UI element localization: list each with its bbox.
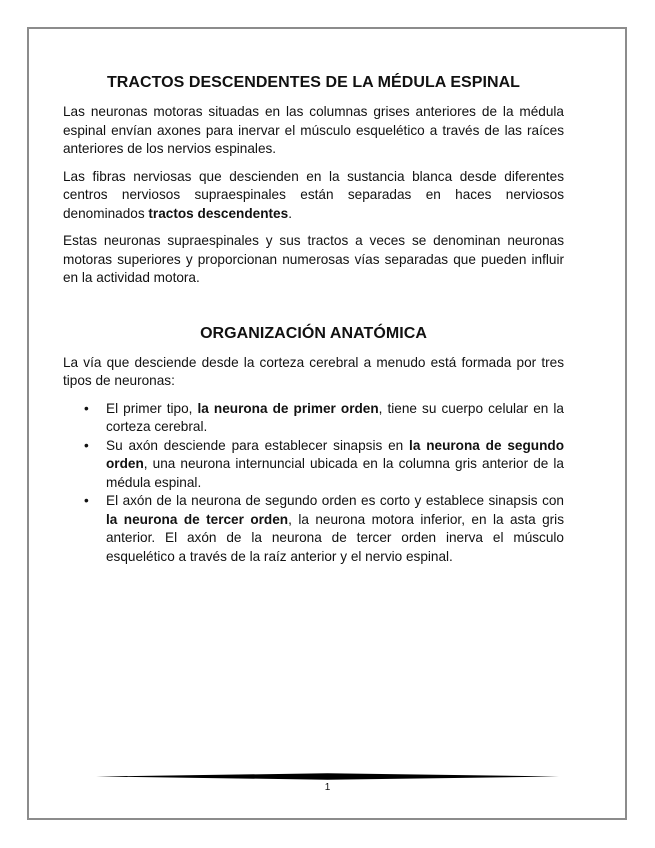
page-number: 1 <box>324 782 331 793</box>
list-item <box>84 400 564 437</box>
paragraph-intro-via: La vía que desciende desde la corteza cerebral a menudo está formada por tres tipos de neuronas: <box>63 354 564 388</box>
list-item-bold: la neurona de segundo orden <box>106 437 564 471</box>
bullet-icon: • <box>84 400 89 416</box>
list-item-bold: la neurona de primer orden <box>197 400 379 416</box>
paragraph-fibras-text: Las fibras nerviosas que descienden en la sustancia blanca desde diferentes centros nerviosos supraespinales están separadas en haces nerviosos denominados <box>63 168 564 221</box>
list-item <box>84 437 564 493</box>
list-item <box>84 492 564 566</box>
bold-tractos-descendentes: tractos descendentes <box>148 205 289 221</box>
paragraph-fibras-nerviosas <box>63 168 564 224</box>
list-item-bold: la neurona de tercer orden <box>106 511 289 527</box>
document-body <box>63 72 564 566</box>
paragraph-neuronas-supraespinales: Estas neuronas supraespinales y sus tractos a veces se denominan neuronas motoras superiores y proporcionan numerosas vías separadas que pueden influir en la actividad motora. <box>63 233 564 285</box>
neuron-list <box>63 400 564 567</box>
list-item-text: , tiene su cuerpo celular en la corteza cerebral. <box>106 400 564 434</box>
list-item-text: El axón de la neurona de segundo orden es corto y establece sinapsis con <box>106 493 564 508</box>
footer-rule <box>96 773 559 780</box>
list-item-text: Su axón desciende para establecer sinapsis en <box>106 437 410 453</box>
section-title-tractos: TRACTOS DESCENDENTES DE LA MÉDULA ESPINAL <box>106 74 521 91</box>
section-title-organizacion: ORGANIZACIÓN ANATÓMICA <box>200 324 427 342</box>
paragraph-fibras-end: . <box>288 205 292 221</box>
paragraph-neuronas-motoras: Las neuronas motoras situadas en las columnas grises anteriores de la médula espinal envían axones para inervar el músculo esquelético a través de las raíces anteriores de los nervios espinales. <box>63 104 564 156</box>
list-item-text: El primer tipo, <box>106 400 198 416</box>
bullet-icon: • <box>84 437 89 453</box>
list-item-text: , una neurona internuncial ubicada en la columna gris anterior de la médula espinal. <box>106 456 564 490</box>
list-item-text: , la neurona motora inferior, en la asta gris anterior. El axón de la neurona de tercer orden inerva el músculo esquelético a través de la raíz anterior y el nervio espinal. <box>106 511 564 564</box>
bullet-icon: • <box>84 493 89 508</box>
